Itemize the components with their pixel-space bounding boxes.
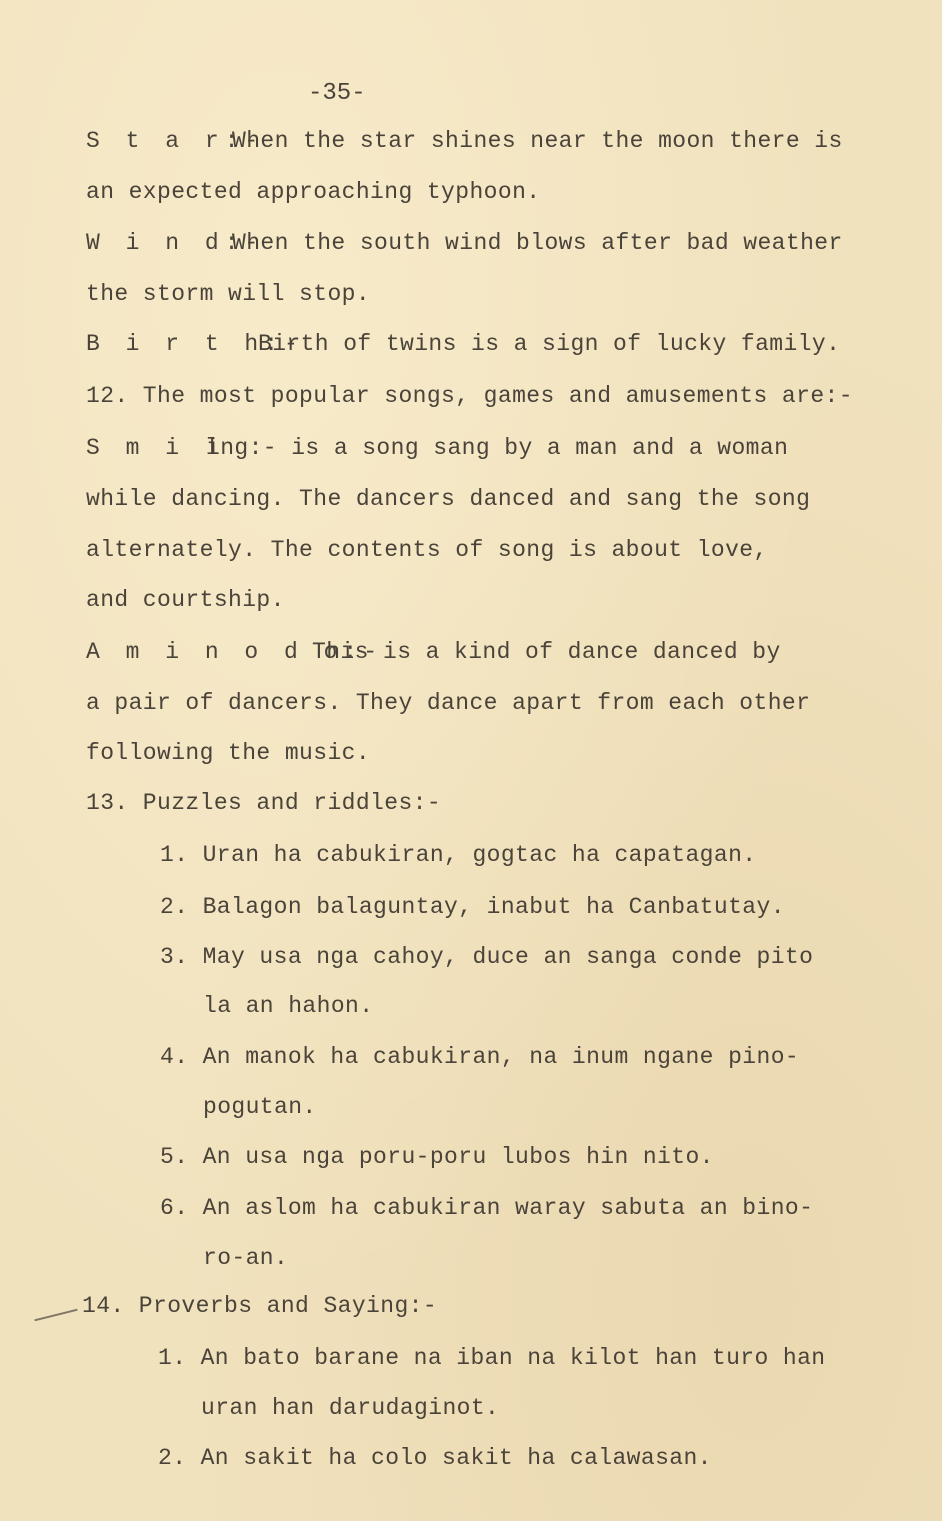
proverb-item: 1. An bato barane na iban na kilot han turo han bbox=[158, 1345, 826, 1371]
riddle-item: 1. Uran ha cabukiran, gogtac ha capatagan. bbox=[160, 842, 757, 868]
riddle-item: 2. Balagon balaguntay, inabut ha Canbatutay. bbox=[160, 894, 785, 920]
text-line: alternately. The contents of song is about love, bbox=[86, 537, 768, 563]
text-line: This is a kind of dance danced by bbox=[312, 639, 781, 665]
text-line: and courtship. bbox=[86, 587, 285, 613]
text-line: When the south wind blows after bad weather bbox=[232, 230, 843, 256]
text-line: the storm will stop. bbox=[86, 281, 371, 307]
page-number: -35- bbox=[308, 80, 366, 107]
term-birth: B i r t h:- bbox=[86, 331, 304, 357]
proverb-item: 2. An sakit ha colo sakit ha calawasan. bbox=[158, 1445, 712, 1471]
riddle-item: 6. An aslom ha cabukiran waray sabuta an bino- bbox=[160, 1195, 814, 1221]
text-line: following the music. bbox=[86, 740, 371, 766]
riddle-item: 4. An manok ha cabukiran, na inum ngane pino- bbox=[160, 1044, 800, 1070]
term-wind: W i n d:- bbox=[86, 230, 265, 256]
margin-pencil-mark bbox=[34, 1309, 77, 1322]
text-line: a pair of dancers. They dance apart from each other bbox=[86, 690, 811, 716]
text-line: while dancing. The dancers danced and sang the song bbox=[86, 486, 811, 512]
text-line: Birth of twins is a sign of lucky family. bbox=[258, 331, 841, 357]
section-13-heading: 13. Puzzles and riddles:- bbox=[86, 790, 442, 816]
riddle-item-continued: pogutan. bbox=[203, 1094, 317, 1120]
text-line: ing:- is a song sang by a man and a woman bbox=[206, 435, 789, 461]
riddle-item-continued: ro-an. bbox=[203, 1245, 289, 1271]
riddle-item: 5. An usa nga poru-poru lubos hin nito. bbox=[160, 1144, 714, 1170]
section-12-heading: 12. The most popular songs, games and amusements are:- bbox=[86, 383, 853, 409]
riddle-item: 3. May usa nga cahoy, duce an sanga conde pito bbox=[160, 944, 814, 970]
text-line: an expected approaching typhoon. bbox=[86, 179, 541, 205]
term-smiling: S m i l bbox=[86, 435, 225, 461]
term-aminodo: A m i n o d o:- bbox=[86, 639, 384, 665]
riddle-item-continued: la an hahon. bbox=[203, 993, 374, 1019]
term-star: S t a r:- bbox=[86, 128, 265, 154]
text-line: When the star shines near the moon there is bbox=[232, 128, 843, 154]
proverb-item-continued: uran han darudaginot. bbox=[201, 1395, 500, 1421]
section-14-heading: 14. Proverbs and Saying:- bbox=[82, 1293, 438, 1319]
